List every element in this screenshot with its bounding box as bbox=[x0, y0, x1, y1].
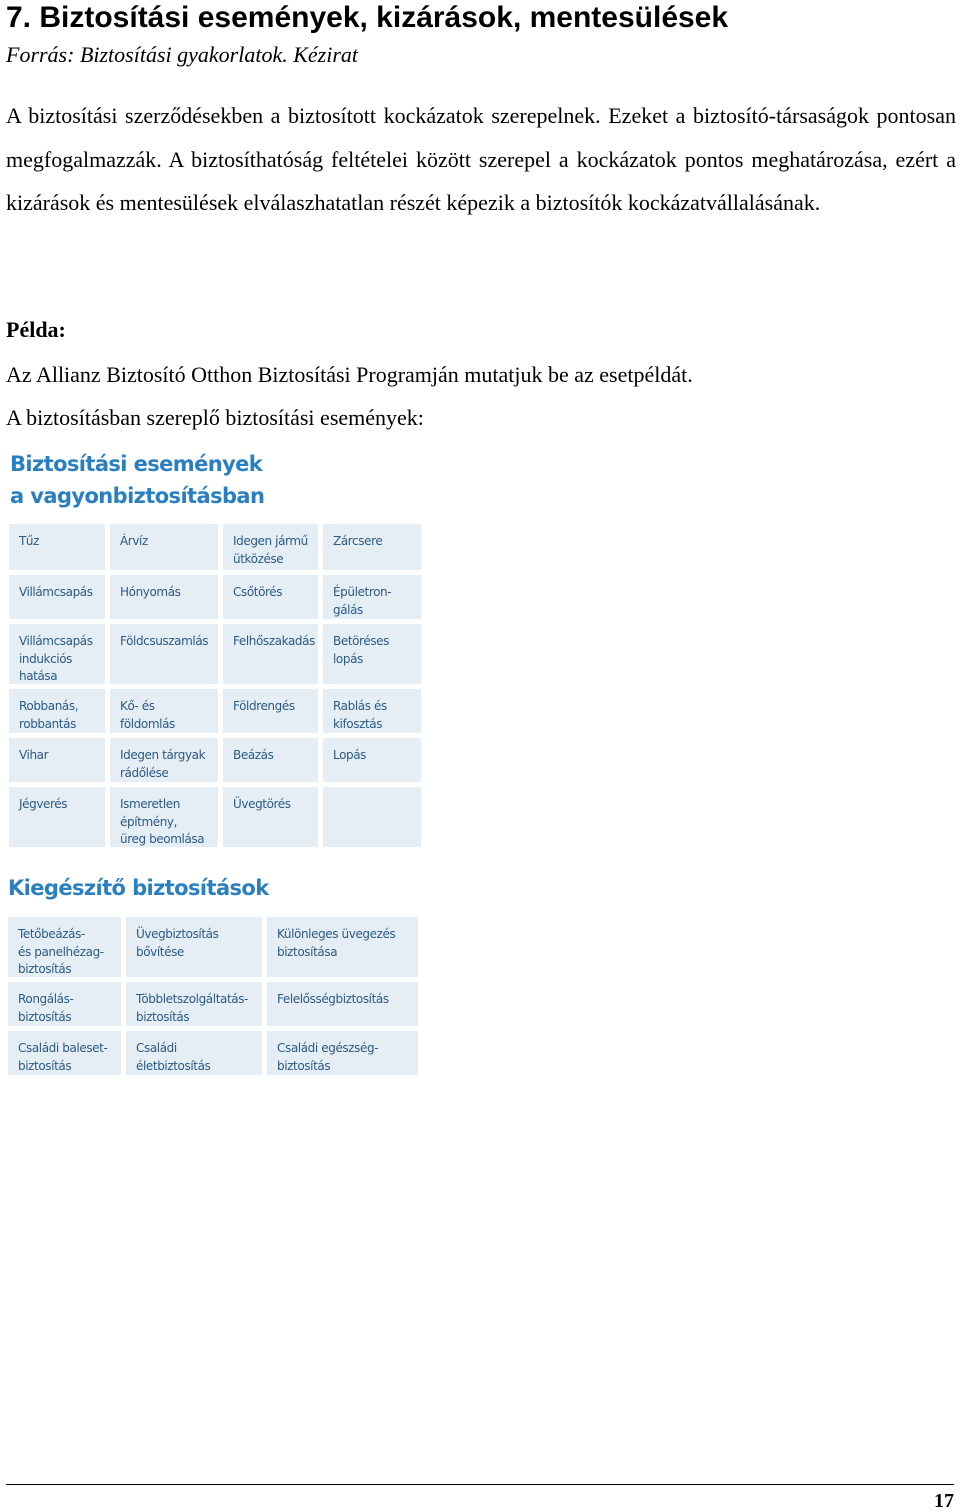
figure1-title bbox=[10, 448, 264, 512]
table-cell: Villámcsapás bbox=[9, 575, 105, 619]
table-cell: Üvegbiztosítás bővítése bbox=[126, 917, 262, 977]
table-cell: Villámcsapás indukciós hatása bbox=[9, 624, 105, 684]
table-cell: Többletszolgáltatás- biztosítás bbox=[126, 982, 262, 1026]
table-cell: Felhőszakadás bbox=[223, 624, 318, 684]
table-cell: Lopás bbox=[323, 738, 421, 782]
intro-paragraph: A biztosítási szerződésekben a biztosított kockázatok szerepelnek. Ezeket a biztosító-társaságok pontosan megfogalmazzák. A biztosíthatóság feltételei között szerepel a kockázatok pontos meghatározása, ezért a kizárások és mentesülések elválaszhatatlan részét képezik a biztosítók kockázatvállalásának. bbox=[6, 103, 956, 215]
table-cell: Csőtörés bbox=[223, 575, 318, 619]
example-label: Példa: bbox=[6, 317, 66, 342]
table-cell: Tűz bbox=[9, 524, 105, 570]
table-cell: Jégverés bbox=[9, 787, 105, 847]
table-cell: Családi baleset- biztosítás bbox=[8, 1031, 121, 1075]
table-cell: Zárcsere bbox=[323, 524, 421, 570]
insurance-events-table bbox=[9, 524, 421, 847]
table-cell: Családi egészség- biztosítás bbox=[267, 1031, 418, 1075]
table-cell: Tetőbeázás- és panelhézag- biztosítás bbox=[8, 917, 121, 977]
table-cell: Felelősségbiztosítás bbox=[267, 982, 418, 1026]
table-cell: Különleges üvegezés biztosítása bbox=[267, 917, 418, 977]
figure1-title-line1: Biztosítási események bbox=[10, 452, 263, 476]
table-cell: Földrengés bbox=[223, 689, 318, 733]
table-cell: Rablás és kifosztás bbox=[323, 689, 421, 733]
table-cell: Rongálás- biztosítás bbox=[8, 982, 121, 1026]
table-cell: Robbanás, robbantás bbox=[9, 689, 105, 733]
table-cell: Beázás bbox=[223, 738, 318, 782]
table-cell: Üvegtörés bbox=[223, 787, 318, 847]
table-cell: Épületron- gálás bbox=[323, 575, 421, 619]
table-cell: Hónyomás bbox=[110, 575, 218, 619]
table-cell: Vihar bbox=[9, 738, 105, 782]
supplementary-insurance-table bbox=[8, 917, 418, 1075]
example-text-line-2: A biztosításban szereplő biztosítási események: bbox=[6, 405, 424, 430]
figure2-title: Kiegészítő biztosítások bbox=[8, 876, 269, 900]
table-cell: Árvíz bbox=[110, 524, 218, 570]
example-text-line-1: Az Allianz Biztosító Otthon Biztosítási Programján mutatjuk be az esetpéldát. bbox=[6, 362, 693, 387]
table-cell: Ismeretlen építmény, üreg beomlása bbox=[110, 787, 218, 847]
table-cell-empty bbox=[323, 787, 421, 847]
section-heading: 7. Biztosítási események, kizárások, mentesülések bbox=[6, 1, 729, 34]
footer-divider bbox=[6, 1484, 954, 1485]
table-cell: Idegen tárgyak rádőlése bbox=[110, 738, 218, 782]
figure1-title-line2: a vagyonbiztosításban bbox=[10, 484, 265, 508]
page-number: 17 bbox=[934, 1490, 954, 1512]
table-cell: Idegen jármű ütközése bbox=[223, 524, 318, 570]
table-cell: Betöréses lopás bbox=[323, 624, 421, 684]
table-cell: Családi életbiztosítás bbox=[126, 1031, 262, 1075]
source-citation: Forrás: Biztosítási gyakorlatok. Kézirat bbox=[6, 42, 358, 67]
table-cell: Kő- és földomlás bbox=[110, 689, 218, 733]
table-cell: Földcsuszamlás bbox=[110, 624, 218, 684]
